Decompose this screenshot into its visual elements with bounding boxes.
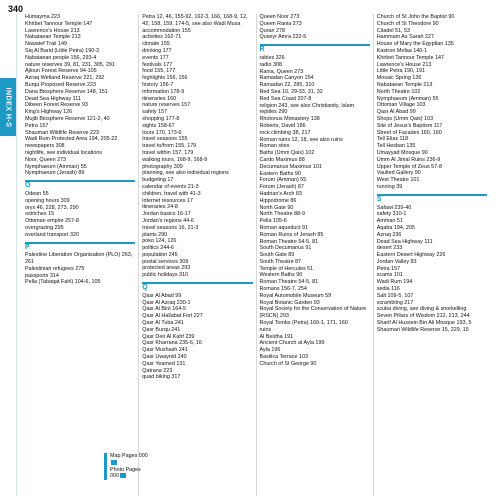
index-entry: itineraries 160 <box>142 95 177 102</box>
index-entry: Hippodrome 86 <box>259 197 297 204</box>
index-entry: Roman sites <box>259 143 290 150</box>
index-entry: Red Sea 10, 29-33, 31, 32 <box>259 88 323 95</box>
index-entry: Church of St Theodore 90 <box>376 20 439 27</box>
photo-pages-label: Photo Pages 000 <box>110 466 141 480</box>
index-entry: Safawi 239-40 <box>376 204 412 211</box>
index-entry: Nabataean Temple 213 <box>376 81 433 88</box>
index-letter-heading: P <box>25 242 135 252</box>
index-entry: Upper Temple of Zeus 57-8 <box>376 163 442 170</box>
index-entry: Western Baths 90 <box>259 272 303 279</box>
index-entry: Church of St John the Baptist 90 <box>376 14 455 20</box>
index-entry: Umm Al Jimal Ruins 236-9 <box>376 156 441 163</box>
index-column-3 <box>256 14 373 496</box>
index-entry: Eastern Baths 90 <box>259 170 301 177</box>
index-entry: Roman Theatre 54-5, 81 <box>259 238 319 245</box>
map-pages-label: Map Pages 000 <box>110 453 148 459</box>
index-entry: Nabataean Temple 213 <box>25 34 81 41</box>
index-entry: Little Petra 190, 191 <box>376 68 425 75</box>
index-entry: activities 162-71 <box>142 34 182 41</box>
index-entry: information 178-9 <box>142 88 185 95</box>
side-divider <box>16 14 17 496</box>
index-entry: Amman 51 <box>376 218 403 225</box>
index-entry: Azraq 236 <box>376 231 402 238</box>
index-entry: climate 155 <box>142 41 170 48</box>
index-entry: planning, see also individual regions <box>142 170 229 177</box>
index-entry: Ancient Church at Ayla 199 <box>259 340 325 347</box>
index-entry: Kastron Mefaa 140-1 <box>376 47 428 54</box>
index-entry: Nymphaeum (Amman) 55 <box>376 95 439 102</box>
index-entry: Nymphaeum (Amman) 55 <box>25 163 87 170</box>
index-entry: North Gate 90 <box>259 204 294 211</box>
index-entry: Shops (Umm Qais) 103 <box>376 115 434 122</box>
index-entry: Ayla 196 <box>259 347 281 354</box>
index-entry: Palestinian refugees 275 <box>25 265 85 272</box>
map-pages-swatch <box>111 460 117 465</box>
index-entry: North Theatre 88-9 <box>259 211 305 218</box>
index-entry: Ottoman Village 103 <box>376 102 426 109</box>
index-entry: Jordan basics 16-17 <box>142 211 191 218</box>
index-entry: Qasr Uwaynid 240 <box>142 354 187 361</box>
index-entry: Noor, Queen 273 <box>25 156 67 163</box>
index-entry: rock climbing 38, 217 <box>259 129 311 136</box>
index-entry: travel seasons 155 <box>142 136 188 143</box>
index-entry: Qasr Al Abad 99 <box>376 109 416 116</box>
index-entry: Azraq Wetland Reserve 221, 292 <box>25 75 105 82</box>
index-entry: Ottoman empire 257-8 <box>25 218 79 225</box>
index-entry: reptiles 290 <box>259 109 288 116</box>
index-entry: Pella (Tabaqat Fahl) 104-6, 105 <box>25 279 101 286</box>
index-entry: Quseyr Amra 232-5 <box>259 34 307 41</box>
index-entry: children, travel with 41-3 <box>142 190 201 197</box>
index-entry: Tell Hesban 135 <box>376 143 416 150</box>
index-entry: newspapers 308 <box>25 143 65 150</box>
index-entry: Nymphaeum (Jerash) 89 <box>25 170 85 177</box>
index-entry: Khirbet Tannour Temple 147 <box>376 54 444 61</box>
index-entry: South Theatre 87 <box>259 258 302 265</box>
index-entry: Dead Sea Highway 111 <box>376 238 433 245</box>
index-entry: House of Mary the Egyptian 135 <box>376 41 454 48</box>
index-entry: politics 244-6 <box>142 245 175 252</box>
index-entry: Petra 12, 46, 155-92, 162-3, 166, 168-9, 12, 42, 158, 159, 174-5, see also Wadi Musa <box>142 14 248 27</box>
index-entry: Citadel 51, 53 <box>376 27 411 34</box>
index-letter-heading: S <box>377 194 487 204</box>
index-entry: North Theatre 102 <box>376 88 421 95</box>
index-entry: oryx 46, 228, 273, 290 <box>25 204 79 211</box>
index-entry: Seven Pillars of Wisdom 212, 213, 244 <box>376 313 470 320</box>
index-entry: safety 310-1 <box>376 211 407 218</box>
index-entry: Qatrana 223 <box>142 367 173 374</box>
index-entry: Forum (Amman) 55 <box>259 177 307 184</box>
index-entry: Qasr Deir Al Kahf 239 <box>142 333 195 340</box>
index-entry: Vaulted Gallery 90 <box>376 170 421 177</box>
index-entry: plants 290 <box>142 231 168 238</box>
index-entry: itineraries 24-8 <box>142 204 178 211</box>
index-entry: tours 170, 173-6 <box>142 129 182 136</box>
index-entry: overgrazing 295 <box>25 224 64 231</box>
index-entry: accommodation 155 <box>142 27 191 34</box>
index-entry: scams 101 <box>376 272 403 279</box>
index-entry: running 39 <box>376 183 403 190</box>
index-entry: festivals 177 <box>142 61 173 68</box>
index-entry: South Gate 89 <box>259 252 295 259</box>
page-number: 340 <box>8 4 24 14</box>
index-entry: Ajloun Forest Reserve 94-105 <box>25 68 97 75</box>
index-entry: Lawrence's House 213 <box>376 61 432 68</box>
index-entry: Shaumari Wildlife Reserve 15, 229, 15 <box>376 326 469 333</box>
index-entry: nightlife, see individual locations <box>25 149 103 156</box>
index-entry: ruins <box>259 326 272 333</box>
index-entry: passports 314 <box>25 272 59 279</box>
index-entry: Tell Elias 118 <box>376 136 409 143</box>
index-entry: Hammam As Sarah 227 <box>376 34 434 41</box>
index-entry: Odeon 55 <box>25 190 49 197</box>
index-entry: travel to/from 155, 179 <box>142 143 197 150</box>
index-entry: Decumanus Maximus 101 <box>259 163 322 170</box>
index-entry: Red Sea Coast 207-8 <box>259 95 312 102</box>
index-entry: Qasr Al Abad 99 <box>142 292 182 299</box>
index-entry: Ramadan Canyon 154 <box>259 75 314 82</box>
index-entry: protected areas 293 <box>142 265 191 272</box>
index-entry: Roman ruins 12, 18, see also ruins <box>259 136 343 143</box>
index-entry: Royal Botanic Garden 93 <box>259 299 320 306</box>
index-entry: quad biking 317 <box>142 374 181 381</box>
index-entry: travel seasons 16, 21-3 <box>142 224 199 231</box>
photo-pages-swatch <box>120 473 126 478</box>
index-entry: Queen Noor 273 <box>259 14 300 20</box>
index-entry: Queen Rania 273 <box>259 20 302 27</box>
index-entry: Rhotonus Monastery 138 <box>259 116 320 123</box>
index-entry: Forum (Jerash) 87 <box>259 184 304 191</box>
index-entry: scrambling 217 <box>376 299 414 306</box>
index-entry: Roberts, David 186 <box>259 122 306 129</box>
index-entry: drinking 177 <box>142 47 172 54</box>
index-entry: calendar of events 21-3 <box>142 183 199 190</box>
index-entry: Hadrian's Arch 83 <box>259 190 302 197</box>
index-entry: Royal Tombs (Petra) 160-1, 171, 160 <box>259 320 348 327</box>
index-entry: Qasr Mushash 241 <box>142 347 188 354</box>
index-entry: Qasr Burqu 241 <box>142 326 181 333</box>
index-entry: Siq Al Barid (Little Petra) 190-3 <box>25 47 100 54</box>
map-pages-key <box>110 453 150 467</box>
index-entry: South Decumanus 91 <box>259 245 312 252</box>
index-entry: Nawatef Trail 149 <box>25 41 67 48</box>
index-entry: Ramadan 22, 285, 310 <box>259 82 315 89</box>
index-entry: events 177 <box>142 54 169 61</box>
index-entry: Mujib Biosphere Reserve 121-2, 40 <box>25 115 110 122</box>
index-entry: Qasr Kharrana 235-6, 16 <box>142 340 202 347</box>
index-letter-heading: Q <box>142 282 252 292</box>
index-entry: Qasr Al Bint 164-5 <box>142 306 186 313</box>
index-entry: Umayyad Mosque 90 <box>376 149 428 156</box>
index-entry: Church of St George 90 <box>259 360 317 367</box>
index-entry: nature reserves 157 <box>142 102 191 109</box>
index-entry: Roman Ruins of Jerash 85 <box>259 231 324 238</box>
index-column-1 <box>22 14 138 496</box>
index-entry: Rania, Queen 273 <box>259 68 304 75</box>
index-entry: poko 124, 126 <box>142 238 177 245</box>
index-entry: Mosaic Spring 136 <box>376 75 422 82</box>
index-entry: Site of Jesus's Baptism 117 <box>376 122 443 129</box>
index-entry: walking tours, 168-9, 168-9 <box>142 156 208 163</box>
index-entry: rabies 326 <box>259 54 285 61</box>
index-entry: Cardo Maximus 88 <box>259 156 305 163</box>
index-entry: Al Beidha 191 <box>259 333 294 340</box>
index-entry: food 155, 177 <box>142 68 176 75</box>
index-column-2 <box>138 14 255 496</box>
index-entry: Jordan Valley 83 <box>376 258 417 265</box>
index-entry: Qasr Al Tuba 241 <box>142 320 184 327</box>
index-entry: religion 243, see also Christianity, Islam <box>259 102 355 109</box>
index-entry: West Theatre 101 <box>376 177 420 184</box>
index-entry: Jordan's regions 44-6 <box>142 217 194 224</box>
index-entry: Roman aqueduct 91 <box>259 224 309 231</box>
index-entry: Wadi Rum 194 <box>376 279 413 286</box>
index-entry: nature reserves 39, 81, 231, 305, 291 <box>25 61 115 68</box>
index-columns <box>22 14 490 496</box>
index-entry: Salt 109-5, 107 <box>376 292 414 299</box>
index-entry: Lawrence's House 213 <box>25 27 80 34</box>
index-entry: Eastern Desert Highway 226 <box>376 252 446 259</box>
index-entry: population 245 <box>142 251 178 258</box>
index-entry: Humayma 223 <box>25 14 61 20</box>
index-column-4 <box>373 14 490 496</box>
index-entry: Wadi Rum Protected Area 194, 205-22 <box>25 136 118 143</box>
index-entry: history 156-7 <box>142 81 174 88</box>
index-entry: radio 308 <box>259 61 282 68</box>
photo-pages-key <box>110 467 150 481</box>
index-entry: desert 233 <box>376 245 403 252</box>
index-entry: postal services 309 <box>142 258 189 265</box>
index-entry: Palestine Liberation Organisation (PLO) 263, 261 <box>25 252 133 266</box>
index-entry: ostriches 15 <box>25 211 55 218</box>
index-entry: travel within 157, 179 <box>142 149 194 156</box>
index-entry: sedia 116 <box>376 286 400 293</box>
index-entry: Basilica Terrace 103 <box>259 354 308 361</box>
index-entry: Dibeen Forest Reserve 93 <box>25 102 88 109</box>
index-entry: Petra 157 <box>25 122 49 129</box>
index-entry: internet resources 17 <box>142 197 193 204</box>
index-entry: scuba diving, see diving & snorkelling <box>376 306 467 313</box>
index-entry: Dead Sea Highway 111 <box>25 95 81 102</box>
index-entry: public holidays 310 <box>142 272 189 279</box>
index-entry: Aqaba 194, 205 <box>376 224 415 231</box>
index-entry: Roman Theatre 54-5, 81 <box>259 279 319 286</box>
index-entry: Burqu Proposed Reserve 223 <box>25 81 97 88</box>
index-entry: Qasr Al Azraq 230-1 <box>142 299 191 306</box>
index-section-label: INDEX H-S <box>4 87 12 127</box>
index-entry: Baths (Umm Qais) 102 <box>259 150 315 157</box>
index-entry: Shaumari Wildlife Reserve 223 <box>25 129 100 136</box>
index-entry: photography 309 <box>142 163 183 170</box>
index-entry: Quran 278 <box>259 27 285 34</box>
index-entry: safety 157 <box>142 109 168 116</box>
index-letter-heading: O <box>25 180 135 190</box>
index-entry: budgeting 17 <box>142 177 174 184</box>
index-entry: highlights 156, 156 <box>142 75 188 82</box>
index-entry: Dana Biosphere Reserve 148, 151 <box>25 88 108 95</box>
index-entry: Petra 157 <box>376 265 401 272</box>
index-entry: overland transport 320 <box>25 231 79 238</box>
index-letter-heading: R <box>260 44 370 54</box>
page-key <box>104 453 150 480</box>
index-entry: King's Highway 126 <box>25 109 73 116</box>
index-entry: Pella 105-6 <box>259 218 287 225</box>
index-entry: Royal Society for the Conservation of Nature (RSCN) 293 <box>259 306 367 320</box>
index-entry: Qasr Al Hallabat Fort 227 <box>142 313 203 320</box>
index-entry: opening hours 309 <box>25 197 70 204</box>
index-entry: Qasr Yeamed 131 <box>142 360 186 367</box>
index-entry: Temple of Hercules 51 <box>259 265 314 272</box>
index-entry: shopping 177-8 <box>142 115 180 122</box>
index-section-tab <box>0 78 16 136</box>
index-entry: Royal Automobile Museum 59 <box>259 292 332 299</box>
index-entry: Street of Facades 160, 160 <box>376 129 442 136</box>
index-entry: Romans 156-7, 254 <box>259 286 307 293</box>
index-entry: Nabataean people 156, 293-4 <box>25 54 97 61</box>
index-entry: Sharif Al Hussein Bin Ali Mosque 193, 5 <box>376 320 472 327</box>
index-entry: sights 158-67 <box>142 122 175 129</box>
index-entry: Khirbet Tannour Temple 147 <box>25 20 93 27</box>
